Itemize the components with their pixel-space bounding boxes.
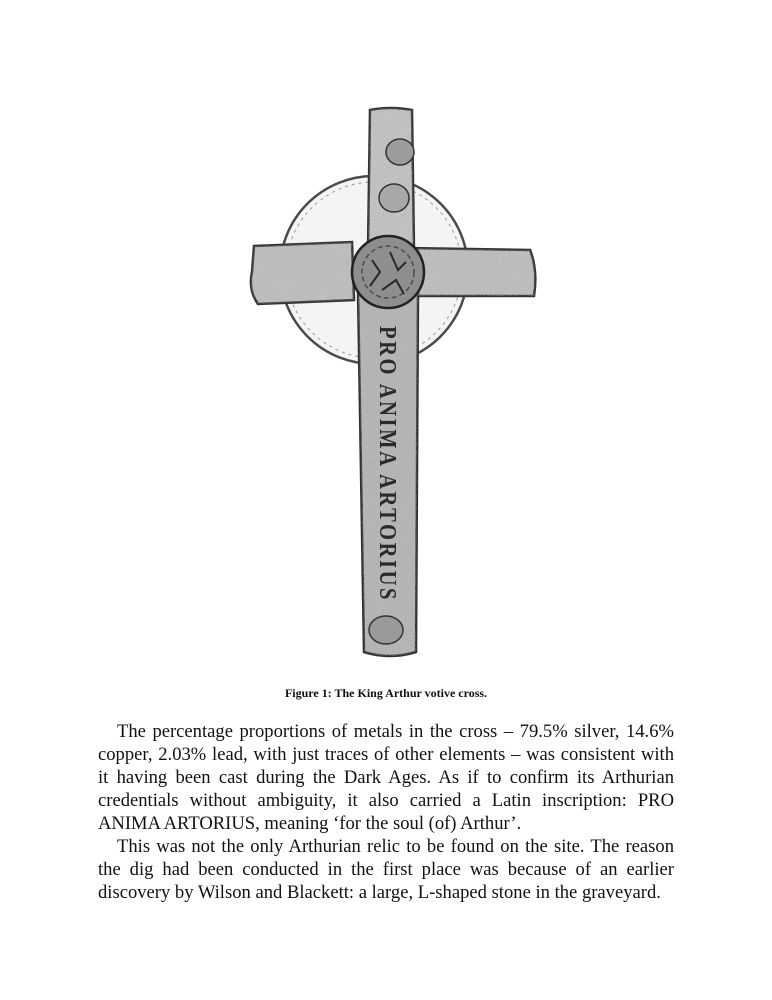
lower-boss xyxy=(369,616,403,644)
cross-medallion xyxy=(352,236,424,308)
body-text xyxy=(98,720,674,904)
figure-caption: Figure 1: The King Arthur votive cross. xyxy=(284,686,488,700)
paragraph: This was not the only Arthurian relic to be found on the site. The reason the dig had been conducted in the first place was because of an earlier discovery by Wilson and Blackett: a large, L-shaped stone in the graveyard. xyxy=(98,836,674,903)
upper-boss-1 xyxy=(386,139,414,165)
upper-boss-2 xyxy=(379,184,409,212)
paragraph: The percentage proportions of metals in the cross – 79.5% silver, 14.6% copper, 2.03% lead, with just traces of other elements – was consistent with it having been cast during the Dark Ages. As if to confirm its Arthurian credentials without ambiguity, it also carried a Latin inscription: PRO ANIMA ARTORIUS, meaning ‘for the soul (of) Arthur’. xyxy=(98,721,674,834)
cross-illustration xyxy=(230,100,550,670)
cross-inscription: PRO ANIMA ARTORIUS xyxy=(374,326,400,649)
votive-cross-figure xyxy=(230,100,550,670)
